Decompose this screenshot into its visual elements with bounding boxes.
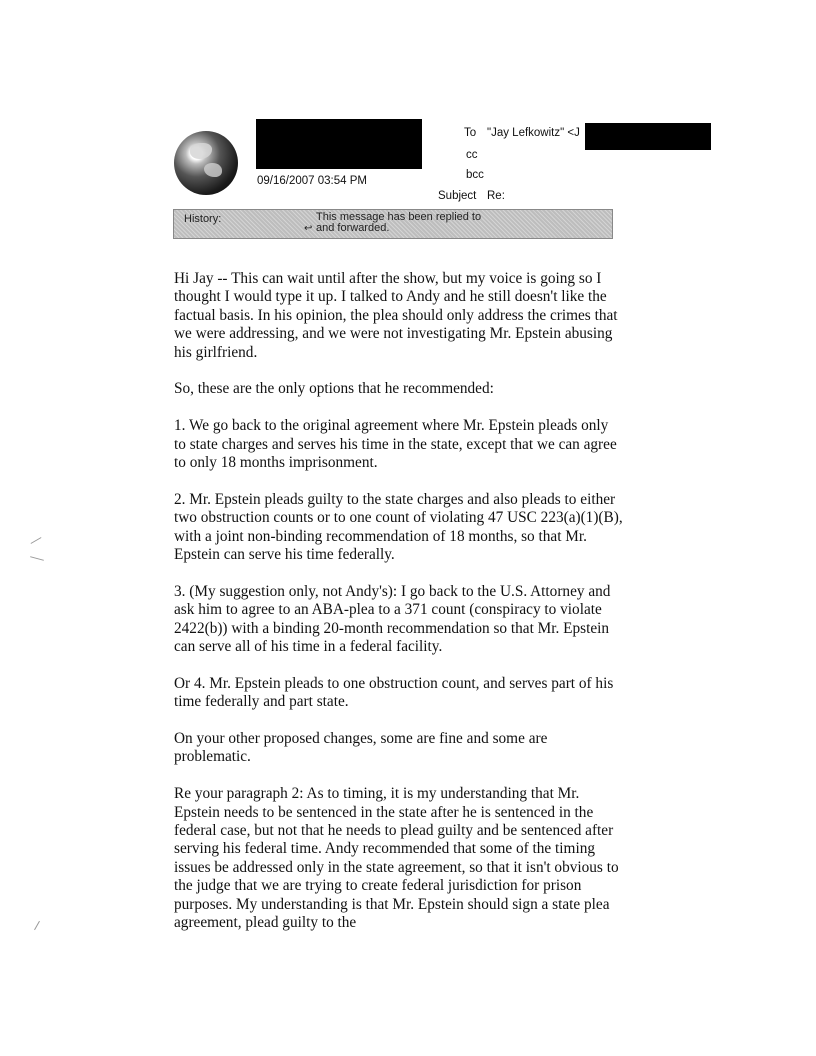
subject-label: Subject <box>438 190 477 202</box>
scan-artifact <box>30 556 44 561</box>
body-paragraph: 1. We go back to the original agreement where Mr. Epstein pleads only to state charges and serves his time in the state, except that we can agree to only 18 months imprisonment. <box>174 417 617 472</box>
history-label: History: <box>184 213 222 225</box>
sent-date: 09/16/2007 03:54 PM <box>257 175 367 187</box>
to-label: To <box>464 127 477 139</box>
body-paragraph: So, these are the only options that he recommended: <box>174 380 494 398</box>
redacted-recipient-block <box>585 123 711 150</box>
bcc-label: bcc <box>466 169 484 181</box>
to-value: "Jay Lefkowitz" <J <box>487 127 580 139</box>
scan-artifact <box>31 537 42 544</box>
body-paragraph: Or 4. Mr. Epstein pleads to one obstruction count, and serves part of his time federally and part state. <box>174 674 614 711</box>
avatar-land-mark <box>190 143 212 159</box>
body-paragraph: 2. Mr. Epstein pleads guilty to the state charges and also pleads to either two obstruction counts or to one count of violating 47 USC 223(a)(1)(B), with a joint non-binding recommendation of 18 months, so that Mr. Epstein can serve his time federally. <box>174 490 623 564</box>
redacted-sender-block <box>256 119 422 169</box>
history-message: This message has been replied to and forwarded. <box>316 211 482 234</box>
email-body <box>174 270 624 951</box>
scan-artifact <box>34 921 40 930</box>
cc-label: cc <box>466 149 478 161</box>
body-paragraph: 3. (My suggestion only, not Andy's): I go back to the U.S. Attorney and ask him to agree to an ABA-plea to a 371 count (conspiracy to violate 2422(b)) with a binding 20-month recommendation so that Mr. Epstein can serve all of his time in a federal facility. <box>174 582 611 656</box>
body-paragraph: On your other proposed changes, some are fine and some are problematic. <box>174 730 548 766</box>
history-bar <box>173 209 613 239</box>
subject-value: Re: <box>487 190 505 202</box>
reply-forward-icon: ↩ <box>304 223 313 234</box>
body-paragraph: Re your paragraph 2: As to timing, it is my understanding that Mr. Epstein needs to be sentenced in the state after he is sentenced in the federal case, but not that he needs to plead guilty and be sentenced after serving his federal time. Andy recommended that some of the timing issues be addressed only in the state agreement, so that it isn't obvious to the judge that we are trying to create federal jurisdiction for prison purposes. My understanding is that Mr. Epstein should sign a state plea agreement, plead guilty to the <box>174 785 619 932</box>
body-paragraph: Hi Jay -- This can wait until after the show, but my voice is going so I thought I would type it up. I talked to Andy and he still doesn't like the factual basis. In his opinion, the plea should only address the crimes that we were addressing, and we were not investigating Mr. Epstein abusing his girlfriend. <box>174 270 618 361</box>
avatar-land-mark <box>204 163 222 177</box>
globe-avatar-icon <box>174 131 238 195</box>
